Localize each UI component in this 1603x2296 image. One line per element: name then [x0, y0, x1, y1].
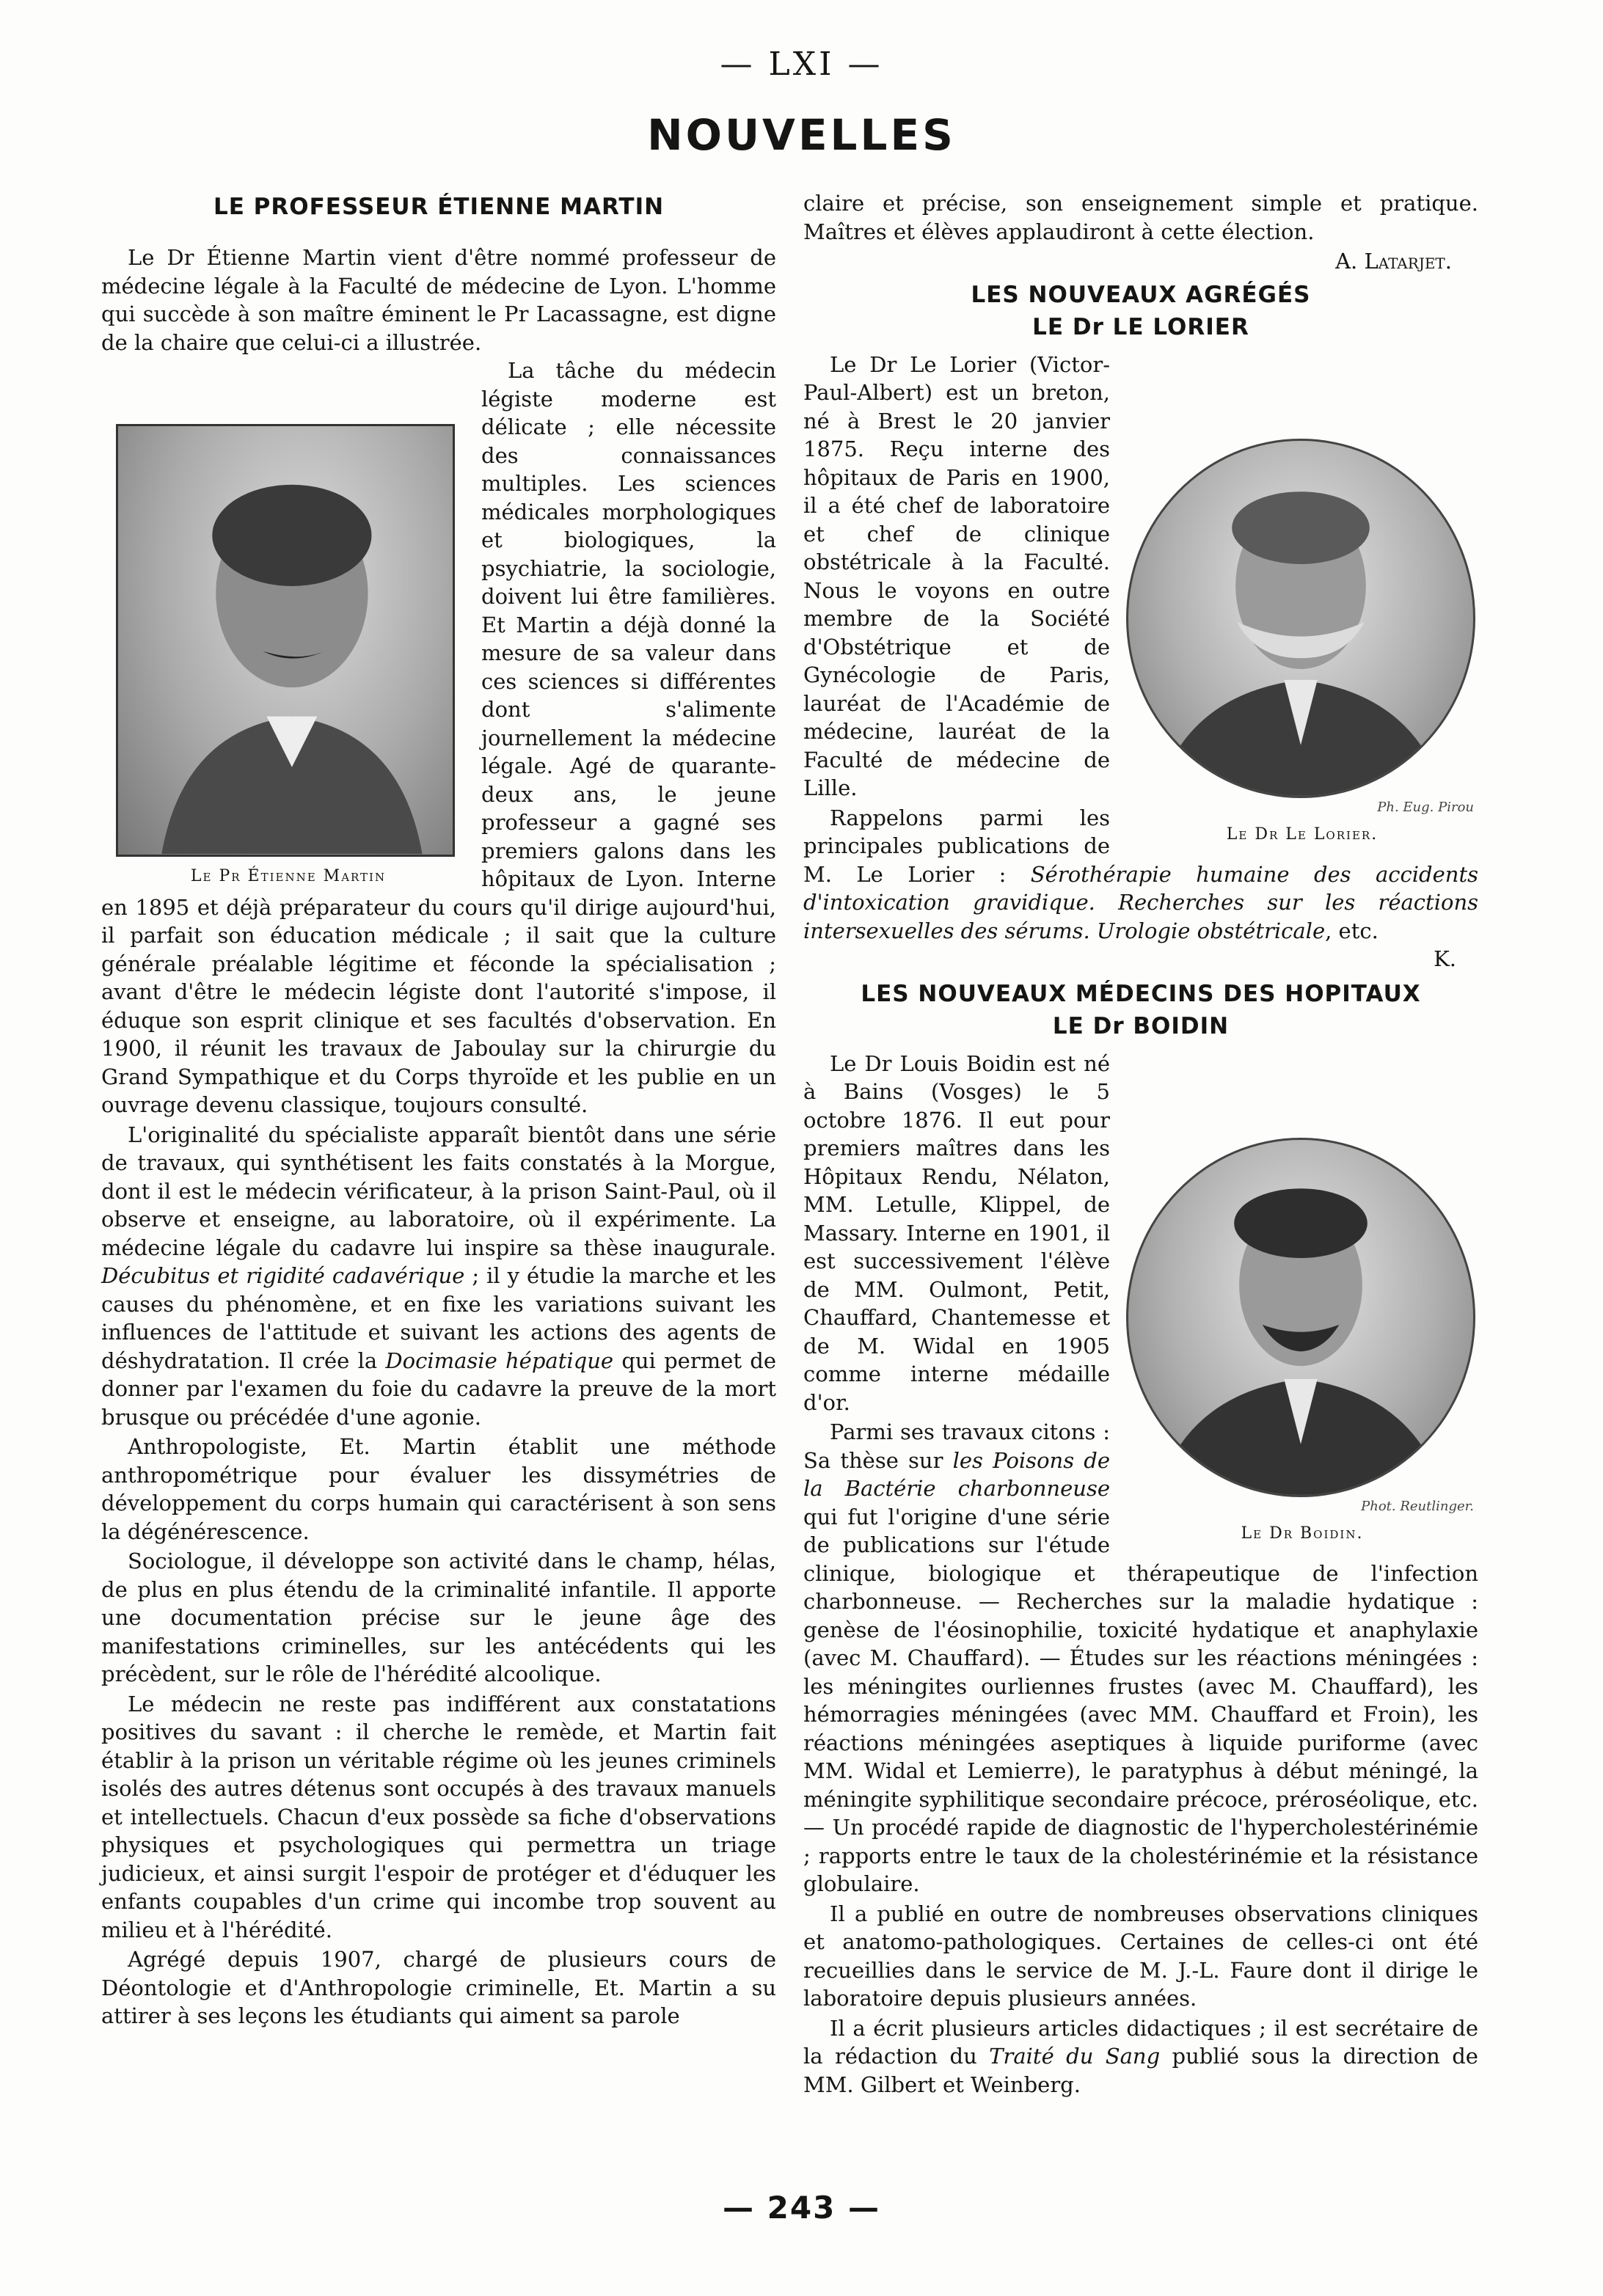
boidin-portrait: [1126, 1138, 1475, 1497]
book-title: Traité du Sang: [989, 2044, 1161, 2069]
boidin-figure: [1126, 1138, 1478, 1543]
portrait-photo-icon: [1128, 1140, 1473, 1495]
martin-paragraph: Agrégé depuis 1907, chargé de plusieurs cours de Déontologie et d'Anthropologie criminelle, Et. Martin a su attirer à ses leçons les étudiants qui aiment sa parole: [101, 1947, 776, 2028]
text-run: qui fut l'origine d'une série de publications sur l'étude clinique, biologique et thérapeutique de l'infection charbonneuse. — Recherches sur la maladie hydatique : genèse de l'éosinophilie, toxicité hydatique et anaphylaxie (avec M. Chauffard). — Études sur les réactions méningées : les méningites ourliennes frustes (avec M. Chauffard), les hémorragies méningées (avec MM. Chauffard et Froin), les réactions méningées aseptiques à liquide puriforme (avec MM. Widal et Lemierre), le paratyphus à début méningé, la méningite syphilitique secondaire précoce, préroséolique, etc. — Un procédé rapide de diagnostic de l'hypercholestérinémie ; rapports entre le taux de la cholestérinémie et la résistance globulaire.: [803, 1504, 1478, 1896]
lorier-caption: Le Dr Le Lorier.: [1226, 825, 1379, 844]
page-folio-top: — LXI —: [720, 45, 883, 83]
boidin-section-title: LES NOUVEAUX MÉDECINS DES HOPITAUX: [861, 980, 1421, 1007]
text-run: ; il y étudie la marche et les causes du phénomène, et en fixe les variations suivant les influences de l'attitude et suivant les actions des agents de déshydratation. Il crée la: [101, 1263, 776, 1373]
portrait-photo-icon: [1128, 441, 1473, 796]
left-column: [101, 189, 776, 2030]
page-title: NOUVELLES: [647, 110, 956, 160]
text-run: Rappelons parmi les principales publications de M. Le Lorier :: [803, 805, 1110, 887]
martin-signature: A. Latarjet.: [1335, 249, 1452, 274]
text-run: publié sous la direction de MM. Gilbert et Weinberg.: [803, 2044, 1478, 2097]
page-number: — 243 —: [723, 2190, 880, 2226]
martin-paragraph: Anthropologiste, Et. Martin établit une méthode anthropométrique pour évaluer les dissymétries de développement du corps humain qui caractérisent à son sens la dégénérescence.: [101, 1434, 776, 1544]
text-run: , etc.: [1325, 918, 1379, 943]
portrait-photo-icon: [118, 426, 453, 855]
martin-paragraph: Le Dr Étienne Martin vient d'être nommé professeur de médecine légale à la Faculté de médecine de Lyon. L'homme qui succède à son maître éminent le Pr Lacassagne, est digne de la chaire que celui-ci a illustrée.: [101, 245, 776, 355]
boidin-subtitle: LE Dr BOIDIN: [1052, 1012, 1230, 1039]
martin-section-title: LE PROFESSEUR ÉTIENNE MARTIN: [213, 194, 665, 220]
docimasie-title: Docimasie hépatique: [385, 1348, 614, 1373]
martin-paragraph: [101, 1121, 776, 1432]
thesis-title: les Poisons de la Bactérie charbonneuse: [803, 1447, 1110, 1501]
boidin-photo-credit: Phot. Reutlinger.: [1361, 1498, 1474, 1514]
right-column: [803, 189, 1478, 2099]
boidin-paragraph: Il a publié en outre de nombreuses observations cliniques et anatomo-pathologiques. Certaines de celles-ci ont été recueillies dans le service de M. J.-L. Faure dont il dirige le laboratoire depuis plusieurs années.: [803, 1901, 1478, 2011]
martin-paragraph: Sociologue, il développe son activité dans le champ, hélas, de plus en plus étendu de la criminalité infantile. Il apporte une documentation précise sur le jeune âge des manifestations criminelles, sur les antécédents qui les précèdent, sur le rôle de l'hérédité alcoolique.: [101, 1549, 776, 1686]
text-run: Il a écrit plusieurs articles didactiques ; il est secrétaire de la rédaction du: [803, 2015, 1478, 2069]
lorier-subtitle: LE Dr LE LORIER: [1032, 313, 1249, 340]
lorier-photo-credit: Ph. Eug. Pirou: [1377, 799, 1474, 815]
boidin-paragraph: [803, 2014, 1478, 2099]
lorier-signature: K.: [1434, 946, 1456, 971]
lorier-section-title: LES NOUVEAUX AGRÉGÉS: [971, 281, 1311, 308]
martin-caption: Le Pr Étienne Martin: [190, 867, 387, 885]
martin-paragraph: Le médecin ne reste pas indifférent aux constatations positives du savant : il cherche le remède, et Martin fait établir à la prison un véritable régime où les jeunes criminels isolés des autres détenus sont occupés à des travaux manuels et intellectuels. Chacun d'eux possède sa fiche d'observations physiques et psychologiques qui permettra un triage judicieux, et ainsi surgit l'espoir de protéger et d'éduquer les enfants coupables d'un crime qui incombe trop souvent au milieu et à l'hérédité.: [101, 1691, 776, 1942]
text-run: Parmi ses travaux citons : Sa thèse sur: [803, 1419, 1110, 1473]
lorier-portrait: [1126, 439, 1475, 798]
lorier-paragraph: Le Dr Le Lorier (Victor-Paul-Albert) est un breton, né à Brest le 20 janvier 1875. Reçu interne des hôpitaux de Paris en 1900, il a été chef de laboratoire et chef de clinique obstétricale à la Faculté. Nous le voyons en outre membre de la Société d'Obstétrique et de Gynécologie de Paris, lauréat de l'Académie de médecine, lauréat de la Faculté de médecine de Lille.: [803, 351, 1110, 800]
boidin-caption: Le Dr Boidin.: [1241, 1524, 1364, 1543]
boidin-paragraph: Le Dr Louis Boidin est né à Bains (Vosges) le 5 octobre 1876. Il eut pour premiers maîtres dans les Hôpitaux Rendu, Nélaton, MM. Letulle, Klippel, de Massary. Interne en 1901, il est successivement l'élève de MM. Oulmont, Petit, Chauffard, Chantemesse et de M. Widal en 1905 comme interne médaille d'or.: [803, 1050, 1110, 1415]
thesis-title: Décubitus et rigidité cadavérique: [101, 1263, 465, 1288]
martin-paragraph-continued: claire et précise, son enseignement simple et pratique. Maîtres et élèves applaudiront à cette élection.: [803, 191, 1478, 244]
martin-paragraph: La tâche du médecin légiste moderne est délicate ; elle nécessite des connaissances multiples. Les sciences médicales morphologiques et biologiques, la psychiatrie, la sociologie, doivent lui être familières. Et Martin a déjà donné la mesure de sa valeur dans ces sciences si différentes dont s'alimente journellement la médecine légale. Agé de quarante-deux ans, le jeune professeur a gagné ses premiers galons dans les hôpitaux de Lyon. Interne en 1895 et déjà préparateur du cours qu'il dirige aujourd'hui, il parfait son éducation médicale ; il sait que la culture générale préalable légitime et féconde la spécialisation ; avant d'être le médecin légiste dont l'autorité s'impose, il éduque son esprit clinique et ses facultés d'observation. En 1900, il réunit les travaux de Jaboulay sur la chirurgie du Grand Sympathique et du Corps thyroïde et les publie en un ouvrage devenu classique, toujours consulté.: [101, 358, 776, 1117]
martin-figure: [116, 424, 461, 885]
martin-portrait: [116, 424, 455, 857]
text-run: qui permet de donner par l'examen du foie du cadavre la preuve de la mort brusque ou précédée d'une agonie.: [101, 1348, 776, 1430]
lorier-figure: [1126, 439, 1478, 844]
text-run: L'originalité du spécialiste apparaît bientôt dans une série de travaux, qui synthétisent les faits constatés à la Morgue, dont il est le médecin vérificateur, à la prison Saint-Paul, où il observe et enseigne, au laboratoire, où il expérimente. La médecine légale du cadavre lui inspire sa thèse inaugurale.: [101, 1122, 776, 1260]
publication-titles: Sérothérapie humaine des accidents d'intoxication gravidique. Recherches sur les réactions intersexuelles des sérums. Urologie obstétricale: [803, 861, 1478, 943]
